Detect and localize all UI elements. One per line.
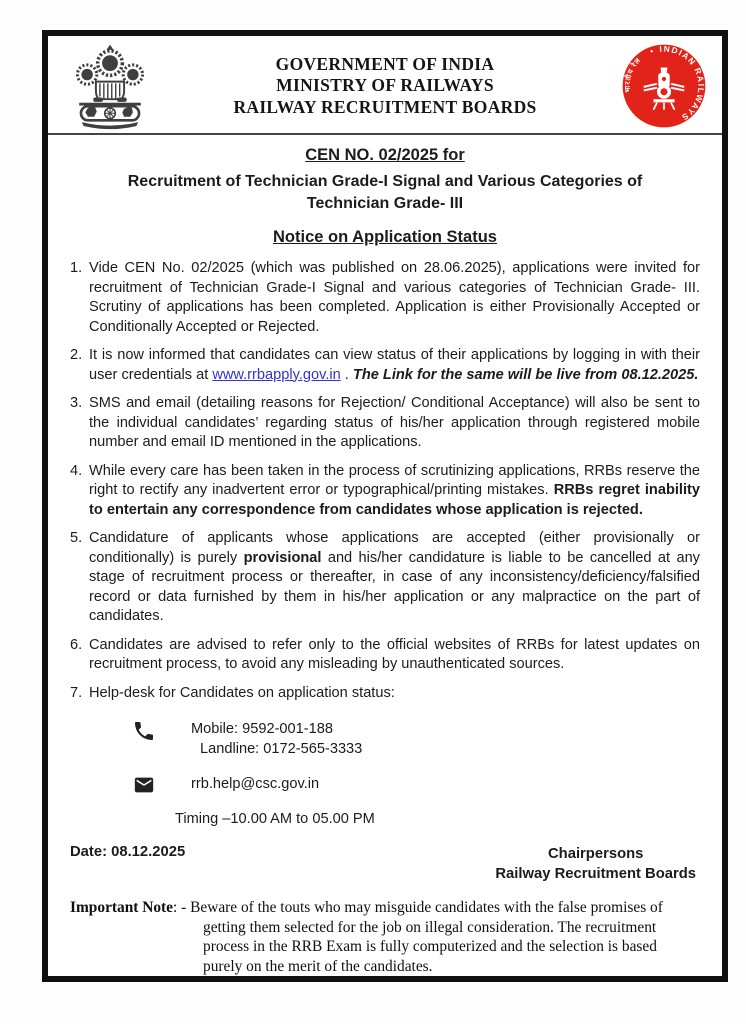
signatory-block (495, 844, 696, 884)
item-number: 6. (70, 636, 83, 653)
header-divider (48, 133, 722, 135)
cen-number-title: CEN NO. 02/2025 for (305, 146, 465, 164)
seal-english-text: INDIAN RAILWAYS (659, 43, 707, 124)
gov-of-india-line: GOVERNMENT OF INDIA (275, 53, 495, 74)
item-text: Vide CEN No. 02/2025 (which was published on 28.06.2025), applications were invited for recruitment of Technician Grade-I Signal and various categories of Technician Grade- III. Scrutiny of applications has been completed. Application is either Provisionally Accepted or Conditionally Accepted or Rejected. (89, 260, 700, 335)
notice-body (48, 146, 722, 976)
important-note-text: Beware of the touts who may misguide candidates with the false promises of getting them selected for the job on illegal consideration. The recruitment process in the RRB Exam is fully computerized and the selection is based purely on the merit of the candidates. (190, 899, 663, 975)
emblem-of-india-icon (70, 42, 150, 130)
recruitment-title: Recruitment of Technician Grade-I Signal and Various Categories of Technician Grade- III (127, 173, 643, 212)
item2-separator: . (340, 366, 353, 383)
notice-sheet (42, 30, 728, 982)
item-number: 1. (70, 260, 83, 276)
phone-contact-row (70, 719, 700, 759)
item-number: 5. (70, 530, 83, 546)
item-number: 3. (70, 395, 83, 411)
helpdesk-timing: Timing –10.00 AM to 05.00 PM (175, 811, 375, 827)
list-item-3 (70, 394, 700, 453)
item5-tail-text: and his/her candidature is liable to be cancelled at any stage of recruitment process or thereafter, in case of any inconsistency/deficiency/falsified record or data furnished by them in his/her application or any malpractice on the part of candidates. (89, 549, 700, 624)
list-item-2 (70, 346, 700, 385)
signatory-title: Chairpersons (547, 846, 644, 862)
item-text (89, 346, 700, 385)
emblem-of-india-logo (68, 42, 152, 130)
item-text: Candidates are advised to refer only to the official websites of RRBs for latest updates on recruitment process, to avoid any misleading by unauthenticated sources. (89, 636, 700, 672)
seal-separator-dot: • (649, 46, 655, 56)
important-note-separator: : - (173, 899, 191, 916)
email-contact-row (70, 774, 700, 796)
notice-heading: Notice on Application Status (273, 228, 497, 246)
header (48, 36, 722, 130)
item2-lead-text: It is now informed that candidates can view status of their applications by logging in with their user credentials at (89, 347, 700, 383)
indian-railways-logo (618, 41, 710, 131)
list-item-1 (70, 259, 700, 337)
list-item-6 (70, 636, 700, 675)
notice-points-list (70, 259, 700, 703)
item-number: 4. (70, 462, 83, 479)
item5-bold-text: provisional (243, 549, 322, 566)
item4-lead-text: While every care has been taken in the process of scrutinizing applications, RRBs reserve the right to rectify any inadvertent error or typographical/printing mistakes. (89, 462, 700, 498)
notice-date: Date: 08.12.2025 (70, 844, 186, 860)
mobile-number: Mobile: 9592-001-188 (191, 721, 333, 737)
phone-icon (132, 719, 158, 743)
item-text: SMS and email (detailing reasons for Rejection/ Conditional Acceptance) will also be sent to the individual candidates’ regarding status of his/her application through registered mobile number and email ID mentioned in the applications. (89, 395, 700, 450)
helpdesk-email: rrb.help@csc.gov.in (191, 776, 320, 792)
item-number: 2. (70, 347, 83, 363)
seal-hindi-text: भारतीय रेल (624, 56, 643, 93)
landline-number: Landline: 0172-565-3333 (200, 741, 363, 757)
list-item-7 (70, 684, 700, 704)
item5-lead-text: Candidature of applicants whose applications are accepted (either provisionally or conditionally) is purely (89, 530, 700, 566)
important-note-label: Important Note (70, 899, 174, 916)
list-item-5 (70, 529, 700, 627)
title-block (70, 146, 700, 247)
ministry-line: MINISTRY OF RAILWAYS (276, 75, 494, 96)
important-note (70, 898, 700, 976)
rrb-line: RAILWAY RECRUITMENT BOARDS (233, 96, 537, 117)
item2-live-date-text: The Link for the same will be live from 08.12.2025. (352, 366, 699, 383)
header-titles (152, 54, 618, 119)
item-text: Help-desk for Candidates on application status: (89, 684, 395, 701)
item-text (89, 462, 700, 521)
phone-numbers (191, 719, 362, 759)
rrbapply-link[interactable]: www.rrbapply.gov.in (212, 366, 341, 383)
item4-bold-text: RRBs regret inability to entertain any correspondence from candidates whose application is rejected. (89, 482, 700, 518)
envelope-icon (132, 774, 158, 796)
item-number: 7. (70, 684, 83, 701)
indian-railways-seal-icon (620, 41, 708, 131)
signatory-org: Railway Recruitment Boards (495, 866, 696, 882)
list-item-4 (70, 462, 700, 521)
date-signature-row (70, 844, 700, 884)
item-text (89, 529, 700, 627)
